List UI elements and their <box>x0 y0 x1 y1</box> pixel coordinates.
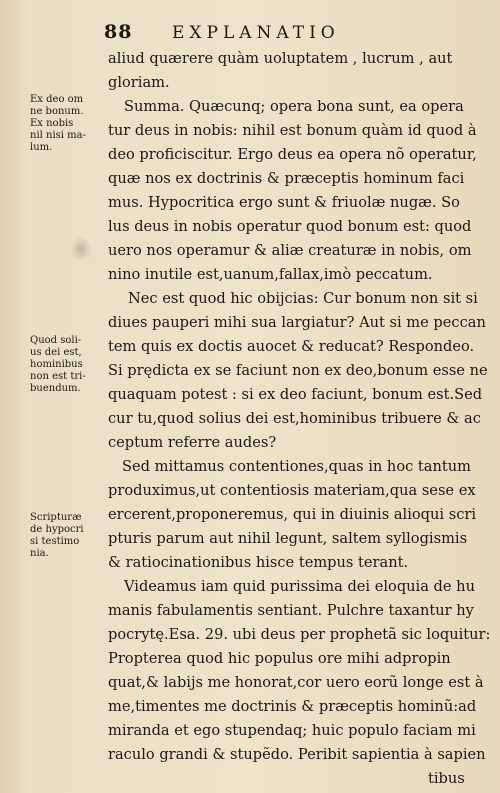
text-line: uero nos operamur & aliæ creaturæ in nobis, om <box>108 242 472 259</box>
margin-line: Ex deo om <box>30 94 84 105</box>
margin-line: buendum. <box>30 383 81 394</box>
text-line: & ratiocinationibus hisce tempus terant. <box>108 554 409 571</box>
margin-line: hominibus <box>30 359 83 370</box>
text-line: quaquam potest : si ex deo faciunt, bonum est.Sed <box>108 386 483 403</box>
text-line: me,timentes me doctrinis & præceptis hominũ:ad <box>108 698 477 715</box>
running-title: EXPLANATIO <box>172 23 340 43</box>
text-line: nino inutile est,uanum,fallax,imò peccatum. <box>108 266 433 283</box>
text-line: ercerent,proponeremus, qui in diuinis alioqui scri <box>108 506 477 523</box>
page-number: 88 <box>104 21 133 43</box>
text-line: gloriam. <box>108 74 170 91</box>
text-line: tur deus in nobis: nihil est bonum quàm id quod à <box>108 122 477 139</box>
text-line: Nec est quod hic obijcias: Cur bonum non sit si <box>128 290 478 307</box>
ink-blot <box>70 236 92 262</box>
margin-line: Ex nobis <box>30 118 74 129</box>
margin-line: nil nisi ma- <box>30 130 86 141</box>
text-line: pturis parum aut nihil legunt, saltem syllogismis <box>108 530 468 547</box>
margin-line: si testimo <box>30 536 80 547</box>
text-line: Propterea quod hic populus ore mihi adpropin <box>108 650 451 667</box>
text-line: Si prędicta ex se faciunt non ex deo,bonum esse ne <box>108 362 488 379</box>
text-line: quæ nos ex doctrinis & præceptis hominum faci <box>108 170 465 187</box>
text-line: Videamus iam quid purissima dei eloquia de hu <box>124 578 475 595</box>
text-line: tem quis ex doctis auocet & reducat? Respondeo. <box>108 338 475 355</box>
margin-line: de hypocri <box>30 524 84 535</box>
text-line: produximus,ut contentiosis materiam,qua sese ex <box>108 482 476 499</box>
margin-line: ne bonum. <box>30 106 84 117</box>
text-line: miranda et ego stupendaq; huic populo faciam mi <box>108 722 476 739</box>
text-line: pocrytę.Esa. 29. ubi deus per prophetã sic loquitur: <box>108 626 491 643</box>
text-line: diues pauperi mihi sua largiatur? Aut si me peccan <box>108 314 486 331</box>
text-line: quat,& labijs me honorat,cor uero eorũ longe est à <box>108 674 484 691</box>
text-line: Sed mittamus contentiones,quas in hoc tantum <box>122 458 471 475</box>
text-line: mus. Hypocritica ergo sunt & friuolæ nugæ. So <box>108 194 460 211</box>
margin-line: non est tri- <box>30 371 86 382</box>
text-line: raculo grandi & stupẽdo. Peribit sapientia à sapien <box>108 746 486 763</box>
margin-line: us dei est, <box>30 347 82 358</box>
text-line: cur tu,quod solius dei est,hominibus tribuere & ac <box>108 410 481 427</box>
text-line: manis fabulamentis sentiant. Pulchre taxantur hy <box>108 602 474 619</box>
margin-line: Scripturæ <box>30 512 82 523</box>
text-line: tibus <box>428 770 465 787</box>
text-line: ceptum referre audes? <box>108 434 277 451</box>
margin-line: Quod soli- <box>30 335 82 346</box>
text-line: deo proficiscitur. Ergo deus ea opera nõ operatur, <box>108 146 477 163</box>
margin-line: lum. <box>30 142 53 153</box>
text-line: Summa. Quæcunq; opera bona sunt, ea opera <box>124 98 464 115</box>
text-line: lus deus in nobis operatur quod bonum est: quod <box>108 218 472 235</box>
text-line: aliud quærere quàm uoluptatem , lucrum , aut <box>108 50 453 67</box>
margin-line: nia. <box>30 548 49 559</box>
page-header <box>104 21 454 47</box>
